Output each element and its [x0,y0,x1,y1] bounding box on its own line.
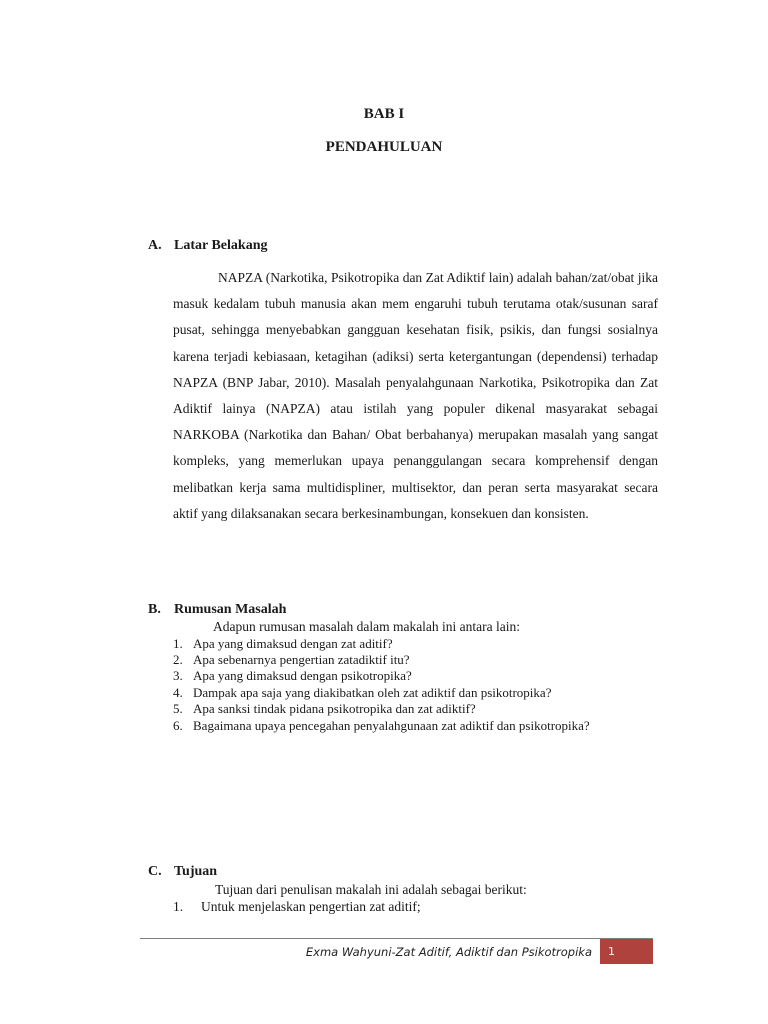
section-a-title: Latar Belakang [174,238,268,253]
page-number-badge [600,939,653,964]
chapter-number: BAB I [363,106,405,122]
list-item: 6. Bagaimana upaya pencegahan penyalahgunaan zat adiktif dan psikotropika? [173,718,590,734]
list-item: 4. Dampak apa saja yang diakibatkan oleh zat adiktif dan psikotropika? [173,684,552,700]
section-c-heading [148,864,217,880]
section-c-title: Tujuan [174,864,218,879]
section-a-heading [148,238,267,254]
list-item: 3. Apa yang dimaksud dengan psikotropika? [173,668,412,684]
page-number: 1 [608,945,615,958]
section-a-letter: A. [148,238,162,253]
section-c-intro: Tujuan dari penulisan makalah ini adalah sebagai berikut: [215,882,527,897]
section-b-intro: Adapun rumusan masalah dalam makalah ini antara lain: [213,619,521,634]
section-b-heading [148,602,286,618]
section-c-list-item [173,899,421,915]
list-item: 1. Apa yang dimaksud dengan zat aditif? [173,636,393,651]
section-a-paragraph: NAPZA (Narkotika, Psikotropika dan Zat Adiktif lain) adalah bahan/zat/obat jika masuk kedalam tubuh manusia akan mem engaruhi tubuh terutama otak/susunan saraf pusat, sehingga menyebabkan gangguan kesehatan fisik, psikis, dan fungsi sosialnya karena terjadi kebiasaan, ketagihan (adiksi) serta ketergantungan (dependensi) terhadap NAPZA (BNP Jabar, 2010). Masalah penyalahgunaan Narkotika, Psikotropika dan Zat Adiktif lainya (NAPZA) atau istilah yang populer dikenal masyarakat sebagai NARKOBA (Narkotika dan Bahan/ Obat berbahanya) merupakan masalah yang sangat kompleks, yang memerlukan upaya penanggulangan secara komprehensif dengan melibatkan kerja sama multidispliner, multisektor, dan peran serta masyarakat secara aktif yang dilaksanakan secara berkesinambungan, konsekuen dan konsisten. [173,270,658,521]
list-item: 5. Apa sanksi tindak pidana psikotropika dan zat adiktif? [173,700,476,716]
list-number: 1. [173,899,184,914]
footer-text: Exma Wahyuni-Zat Aditif, Adiktif dan Psikotropika [305,945,592,959]
footer-divider [140,938,653,939]
list-item: 2. Apa sebenarnya pengertian zatadiktif itu? [173,652,410,668]
chapter-title: PENDAHULUAN [325,139,443,155]
list-text: Untuk menjelaskan pengertian zat aditif; [201,899,421,914]
section-c-letter: C. [148,864,162,879]
section-b-title: Rumusan Masalah [174,602,287,617]
section-b-letter: B. [148,602,161,617]
section-b-list [173,636,659,739]
section-a-paragraph-block [173,265,658,527]
